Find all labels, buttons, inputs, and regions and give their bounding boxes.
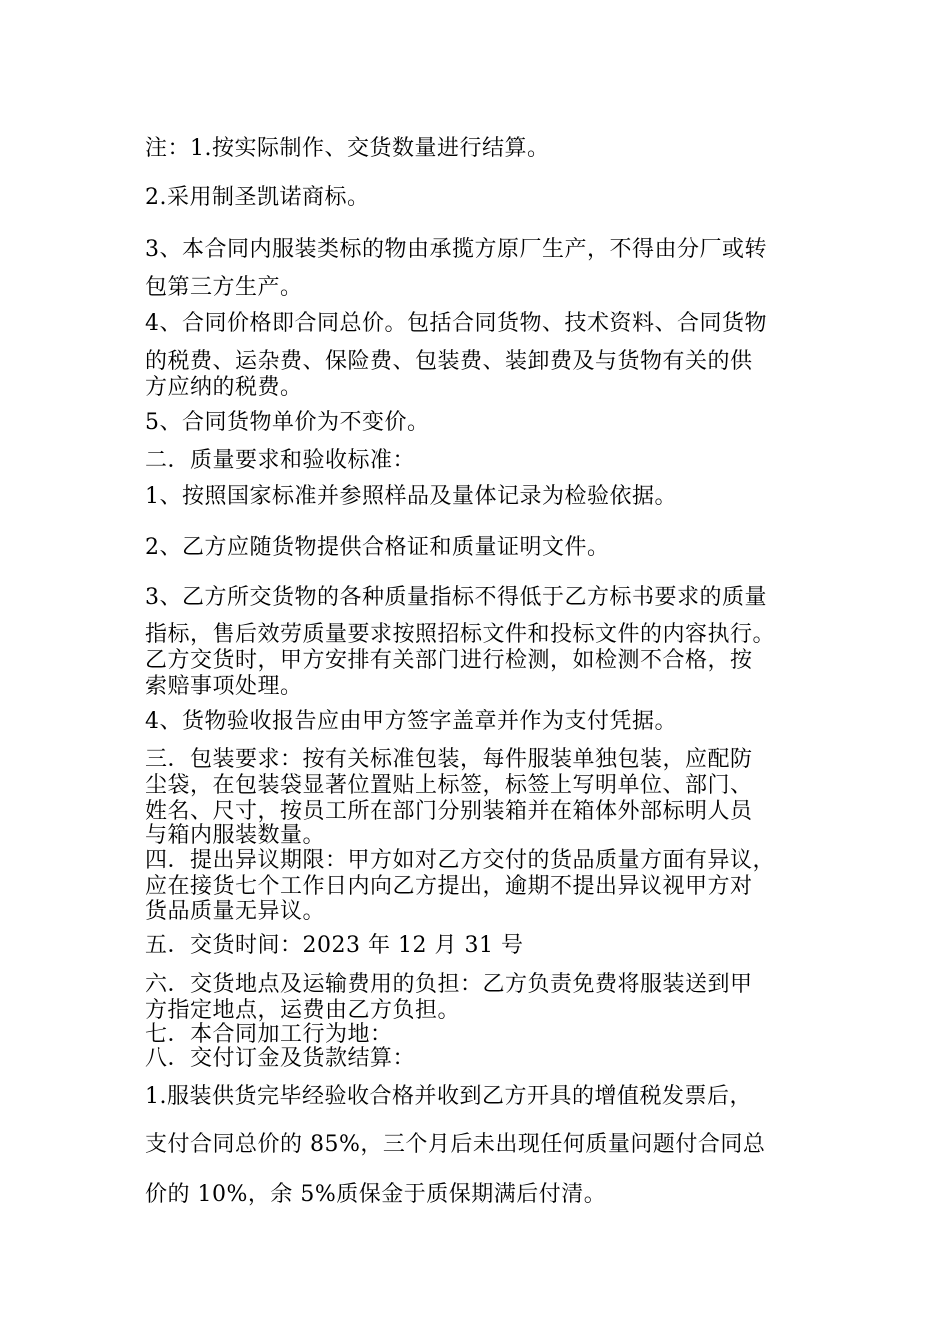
note-line-1: 注：1.按实际制作、交货数量进行结算。 <box>145 136 550 161</box>
payment-line-3: 价的 10%，余 5%质保金于质保期满后付清。 <box>145 1182 607 1207</box>
clause-4-line-1: 4、合同价格即合同总价。包括合同货物、技术资料、合同货物 <box>145 311 767 336</box>
payment-line-1: 1.服装供货完毕经验收合格并收到乙方开具的增值税发票后， <box>145 1084 752 1109</box>
section-3-line-2: 尘袋，在包装袋显著位置贴上标签，标签上写明单位、部门、 <box>145 773 753 798</box>
section-3-line-1: 三．包装要求：按有关标准包装，每件服装单独包装，应配防 <box>145 747 753 772</box>
section-6-line-1: 六．交货地点及运输费用的负担：乙方负责免费将服装送到甲 <box>145 972 753 997</box>
clause-3-line-1: 3、本合同内服装类标的物由承揽方原厂生产，不得由分厂或转 <box>145 237 767 262</box>
quality-item-1: 1、按照国家标准并参照样品及量体记录为检验依据。 <box>145 484 677 509</box>
quality-item-3-line-2: 指标，售后效劳质量要求按照招标文件和投标文件的内容执行。 <box>145 622 776 647</box>
section-8-heading: 八．交付订金及货款结算： <box>145 1046 416 1071</box>
section-4-line-2: 应在接货七个工作日内向乙方提出，逾期不提出异议视甲方对 <box>145 874 753 899</box>
section-4-line-1: 四．提出异议期限：甲方如对乙方交付的货品质量方面有异议， <box>145 848 776 873</box>
quality-item-4: 4、货物验收报告应由甲方签字盖章并作为支付凭据。 <box>145 709 677 734</box>
clause-4-line-3: 方应纳的税费。 <box>145 375 303 400</box>
quality-item-3-line-1: 3、乙方所交货物的各种质量指标不得低于乙方标书要求的质量 <box>145 585 767 610</box>
section-4-line-3: 货品质量无异议。 <box>145 899 326 924</box>
clause-3-line-2: 包第三方生产。 <box>145 275 303 300</box>
section-2-heading: 二．质量要求和验收标准： <box>145 448 416 473</box>
clause-5-line: 5、合同货物单价为不变价。 <box>145 410 430 435</box>
section-3-line-4: 与箱内服装数量。 <box>145 823 326 848</box>
note-line-2: 2.采用制圣凯诺商标。 <box>145 185 370 210</box>
quality-item-2: 2、乙方应随货物提供合格证和质量证明文件。 <box>145 535 610 560</box>
section-5-line: 五．交货时间：2023 年 12 月 31 号 <box>145 933 524 958</box>
section-6-line-2: 方指定地点，运费由乙方负担。 <box>145 998 461 1023</box>
quality-item-3-line-4: 索赔事项处理。 <box>145 674 303 699</box>
section-7-line: 七．本合同加工行为地： <box>145 1022 393 1047</box>
clause-4-line-2: 的税费、运杂费、保险费、包装费、装卸费及与货物有关的供 <box>145 349 753 374</box>
quality-item-3-line-3: 乙方交货时，甲方安排有关部门进行检测，如检测不合格，按 <box>145 648 753 673</box>
section-3-line-3: 姓名、尺寸，按员工所在部门分别装箱并在箱体外部标明人员 <box>145 799 753 824</box>
payment-line-2: 支付合同总价的 85%，三个月后未出现任何质量问题付合同总 <box>145 1132 766 1157</box>
